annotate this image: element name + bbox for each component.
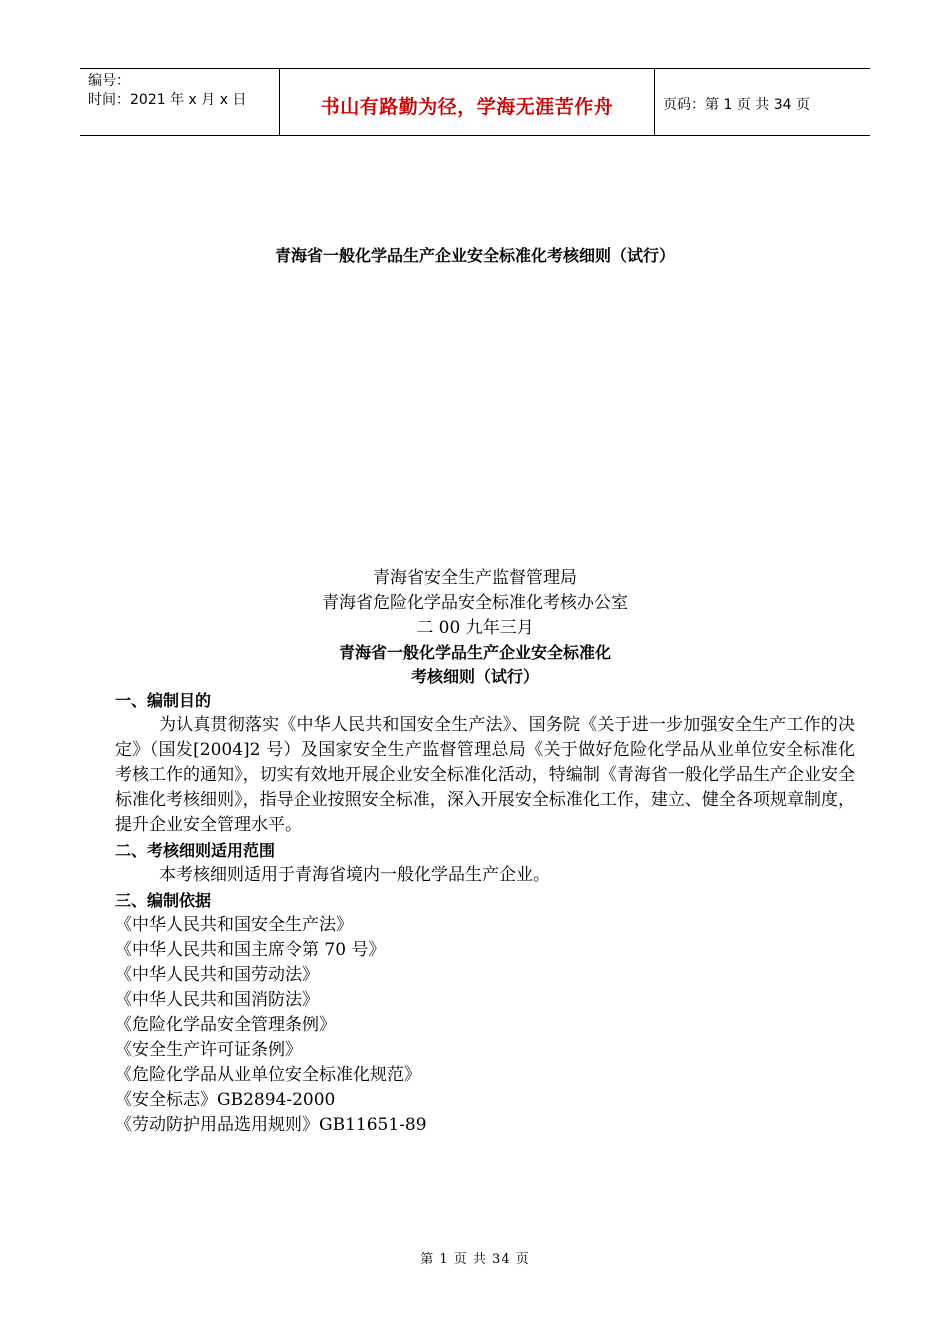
list-item: 《中华人民共和国劳动法》 [115, 965, 319, 985]
document-number-label: 编号： [88, 73, 130, 89]
list-item: 《危险化学品安全管理条例》 [115, 1015, 336, 1035]
section-body-purpose: 为认真贯彻落实《中华人民共和国安全生产法》、国务院《关于进一步加强安全生产工作的决定》（国发[2004]2 号）及国家安全生产监督管理总局《关于做好危险化学品从业单位安全标准化考核工作的通知》，切实有效地开展企业安全标准化活动，特编制《青海省一般化学品生产企业安全标准化考核细则》，指导企业按照安全标准，深入开展安全标准化工作，建立、健全各项规章制度，提升企业安全管理水平。 [115, 715, 855, 835]
list-item: 《中华人民共和国安全生产法》 [115, 915, 353, 935]
document-title-line-1: 青海省一般化学品生产企业安全标准化 [338, 643, 611, 662]
header-page-code: 页码：第 1 页 共 34 页 [663, 97, 810, 113]
list-item: 《中华人民共和国主席令第 70 号》 [115, 940, 386, 960]
list-item: 《危险化学品从业单位安全标准化规范》 [115, 1065, 421, 1085]
header-meta [80, 69, 280, 135]
list-item: 《安全标志》GB2894-2000 [115, 1090, 336, 1110]
document-body [115, 688, 855, 1138]
page-footer: 第 1 页 共 34 页 [420, 1252, 530, 1267]
section-heading-basis: 三、编制依据 [115, 891, 212, 910]
list-item: 《劳动防护用品选用规则》GB11651-89 [115, 1115, 427, 1135]
list-item: 《安全生产许可证条例》 [115, 1040, 302, 1060]
list-item: 《中华人民共和国消防法》 [115, 990, 319, 1010]
basis-list [115, 913, 855, 1138]
header-motto: 书山有路勤为径，学海无涯苦作舟 [280, 69, 655, 135]
page-header [80, 68, 870, 136]
cover-title: 青海省一般化学品生产企业安全标准化考核细则（试行） [274, 246, 675, 265]
section-heading-scope: 二、考核细则适用范围 [115, 841, 276, 860]
issue-date: 二 00 九年三月 [416, 618, 534, 638]
section-body-scope: 本考核细则适用于青海省境内一般化学品生产企业。 [159, 865, 550, 885]
document-time-label: 时间：2021 年 x 月 x 日 [88, 92, 247, 108]
section-heading-purpose: 一、编制目的 [115, 691, 212, 710]
issuer-bureau: 青海省安全生产监督管理局 [373, 568, 577, 588]
issuer-office: 青海省危险化学品安全标准化考核办公室 [322, 593, 628, 613]
document-title-line-2: 考核细则（试行） [410, 667, 539, 686]
